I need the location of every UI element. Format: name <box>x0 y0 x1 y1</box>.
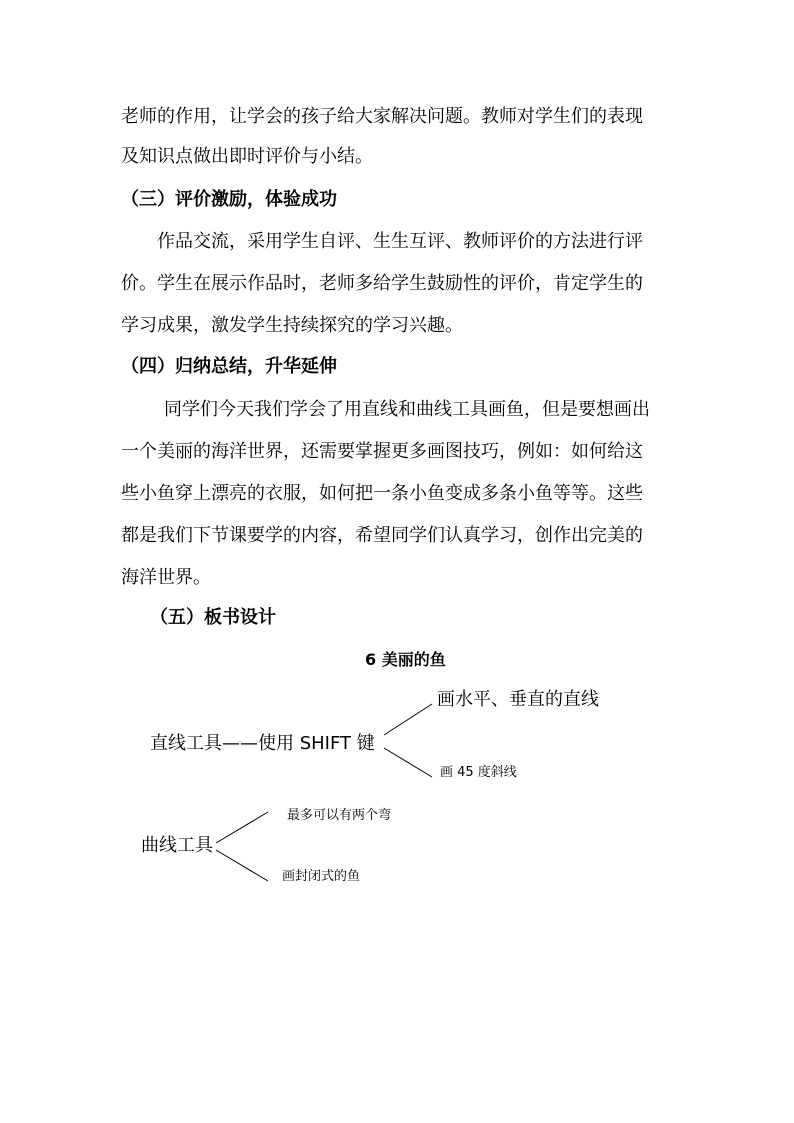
line-tool-connector-bottom <box>384 748 432 777</box>
line-tool-connector-top <box>384 704 432 735</box>
paragraph-line: 些小鱼穿上漂亮的衣服，如何把一条小鱼变成多条小鱼等等。这些 <box>121 483 643 504</box>
paragraph-line: 作品交流，采用学生自评、生生互评、教师评价的方法进行评 <box>157 231 643 252</box>
section-heading-evaluation: （三）评价激励，体验成功 <box>121 189 337 210</box>
curve-tool-label: 曲线工具 <box>141 835 213 856</box>
curve-tool-connector-bottom <box>216 850 268 881</box>
paragraph-line: 同学们今天我们学会了用直线和曲线工具画鱼，但是要想画出 <box>164 399 650 420</box>
section-heading-summary: （四）归纳总结，升华延伸 <box>121 356 337 377</box>
curve-tool-branch-top: 最多可以有两个弯 <box>287 808 392 823</box>
paragraph-line: 一个美丽的海洋世界，还需要掌握更多画图技巧，例如：如何给这 <box>121 441 643 462</box>
line-tool-branch-bottom: 画 45 度斜线 <box>440 765 517 780</box>
paragraph-line: 都是我们下节课要学的内容，希望同学们认真学习，创作出完美的 <box>121 525 643 546</box>
line-tool-label: 直线工具——使用 SHIFT 键 <box>150 733 375 754</box>
paragraph-line: 学习成果，激发学生持续探究的学习兴趣。 <box>121 315 463 336</box>
paragraph-line: 价。学生在展示作品时，老师多给学生鼓励性的评价，肯定学生的 <box>121 273 643 294</box>
paragraph-line: 及知识点做出即时评价与小结。 <box>121 146 373 167</box>
paragraph-line: 老师的作用，让学会的孩子给大家解决问题。教师对学生们的表现 <box>121 106 643 127</box>
board-title: 6 美丽的鱼 <box>365 650 446 669</box>
line-tool-branch-top: 画水平、垂直的直线 <box>437 689 599 710</box>
curve-tool-branch-bottom: 画封闭式的鱼 <box>282 869 361 884</box>
paragraph-line: 海洋世界。 <box>121 567 211 588</box>
section-heading-board-design: （五）板书设计 <box>150 607 276 628</box>
curve-tool-connector-top <box>216 812 268 843</box>
